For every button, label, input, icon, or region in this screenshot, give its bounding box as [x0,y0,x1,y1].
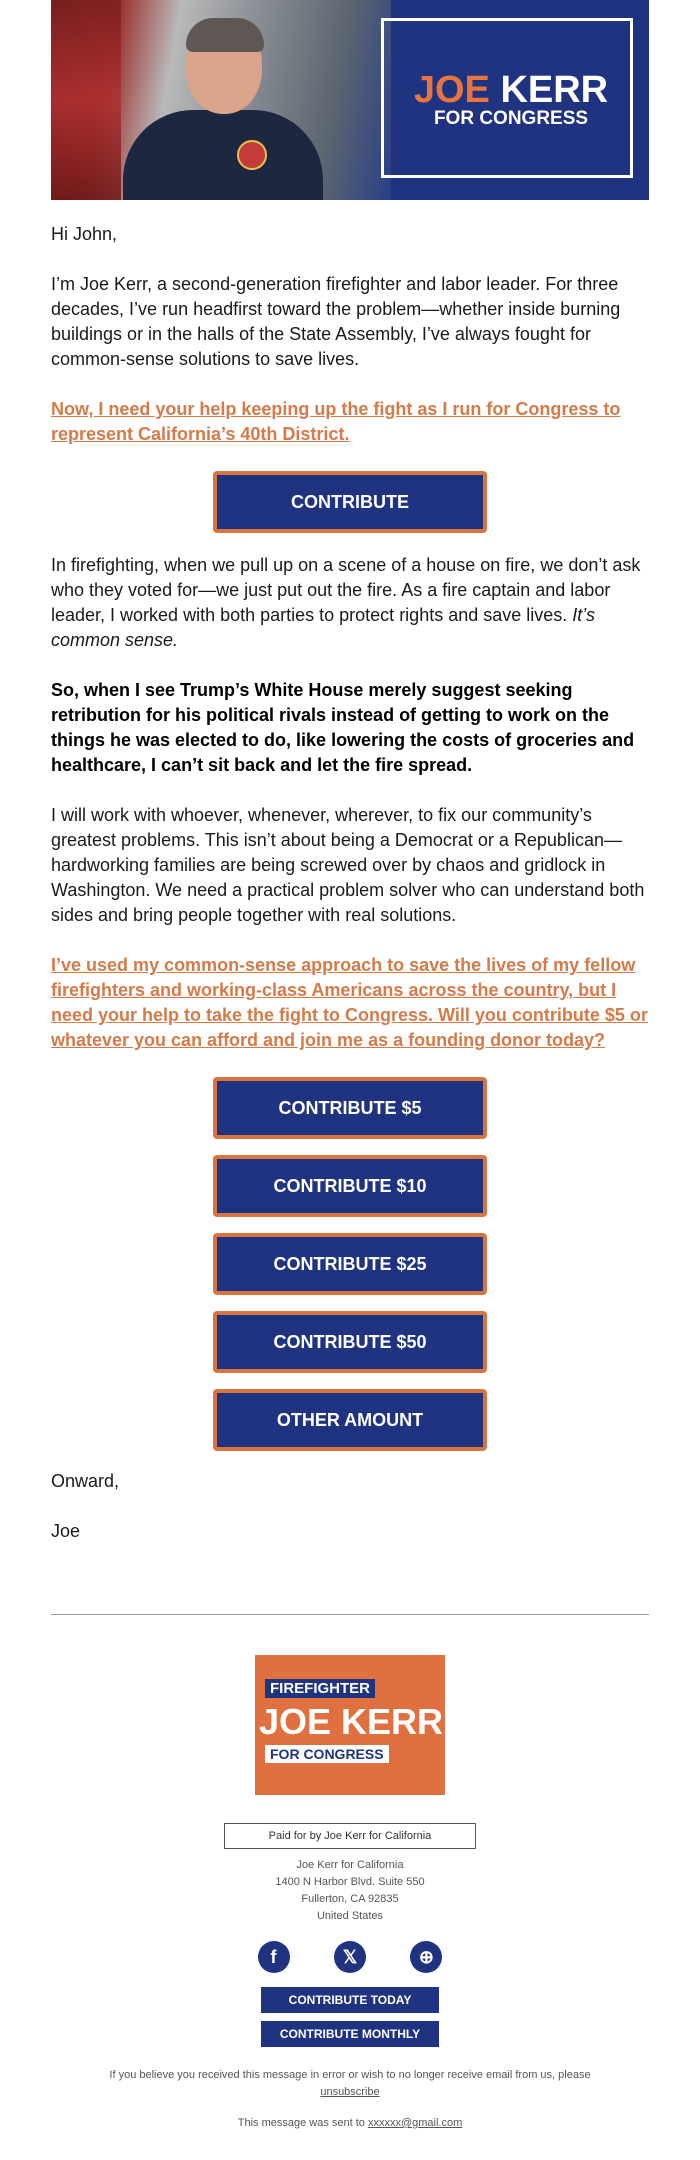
donate-ask-link[interactable]: I’ve used my common-sense approach to save the lives of my fellow firefighters and working-class Americans across the country, but I need your help to take the fight to Congress. Will you contribute $5 or whatever you can afford and join me as a founding donor today? [51,955,648,1050]
contribute-today-button[interactable]: CONTRIBUTE TODAY [261,1987,439,2013]
facebook-icon[interactable]: f [258,1941,290,1973]
footer-divider [51,1614,649,1615]
address-line: Fullerton, CA 92835 [301,1893,399,1905]
amount-buttons [51,1077,649,1451]
candidate-photo [51,0,391,200]
firefighting-text: In firefighting, when we pull up on a scene of a house on fire, we don’t ask who they voted for—we just put out the fire. As a fire captain and labor leader, I worked with both parties to protect rights and save lives. [51,555,641,625]
fire-department-patch [237,140,267,170]
signature: Joe [51,1521,81,1541]
other-amount-button[interactable]: OTHER AMOUNT [213,1389,487,1451]
candidate-jacket [123,110,323,200]
logo-line-1: FIREFIGHTER [265,1679,375,1698]
address-line: 1400 N Harbor Blvd. Suite 550 [275,1876,425,1888]
address-line: United States [316,1910,384,1922]
intro-paragraph: I’m Joe Kerr, a second-generation firefighter and labor leader. For three decades, I’ve run headfirst toward the problem—whether inside burning buildings or in the halls of the State Assembly, I’ve always fought for common-sense solutions to save lives. [51,274,621,369]
recipient-email[interactable]: xxxxxx@gmail.com [367,2117,463,2129]
contribute-50-button[interactable]: CONTRIBUTE $50 [213,1311,487,1373]
help-link[interactable]: Now, I need your help keeping up the fight as I run for Congress to represent California’s 40th District. [51,399,621,444]
paid-for-by-box: Paid for by Joe Kerr for California [224,1823,476,1849]
greeting: Hi John, [51,224,118,244]
fire-truck [51,0,121,200]
legal-text: If you believe you received this message in error or wish to no longer receive email from us, please [109,2069,591,2081]
contribute-5-button[interactable]: CONTRIBUTE $5 [213,1077,487,1139]
sent-prefix: This message was sent to [237,2117,365,2129]
logo-line-3: FOR CONGRESS [265,1745,389,1763]
trump-paragraph: So, when I see Trump’s White House merely suggest seeking retribution for his political rivals instead of getting to work on the things he was elected to do, like lowering the costs of groceries and healthcare, I can’t sit back and let the fire spread. [51,680,635,775]
work-with-paragraph: I will work with whoever, whenever, wherever, to fix our community’s greatest problems. This isn’t about being a Democrat or a Republican—hardworking families are being screwed over by chaos and gridlock in Washington. We need a practical problem solver who can understand both sides and bring people together with real solutions. [51,805,645,925]
x-twitter-icon[interactable]: 𝕏 [334,1941,366,1973]
banner-last-name: KERR [500,69,609,111]
firefighting-paragraph [51,553,649,653]
common-sense-text: It’s common sense. [51,605,595,650]
banner-subtitle: FOR CONGRESS [433,108,589,129]
banner-first-name: JOE [413,69,490,111]
sent-to-notice [51,2117,649,2129]
social-links [51,1941,649,1977]
legal-notice [51,2067,649,2101]
header-banner[interactable] [51,0,649,200]
mailing-address [51,1857,649,1925]
closing: Onward, [51,1471,120,1491]
unsubscribe-link[interactable]: unsubscribe [320,2086,380,2098]
email-body [51,0,649,2129]
website-globe-icon[interactable]: ⊕ [410,1941,442,1973]
contribute-25-button[interactable]: CONTRIBUTE $25 [213,1233,487,1295]
contribute-monthly-button[interactable]: CONTRIBUTE MONTHLY [261,2021,439,2047]
address-line: Joe Kerr for California [296,1859,404,1871]
contribute-10-button[interactable]: CONTRIBUTE $10 [213,1155,487,1217]
candidate-hair [186,18,264,52]
banner-name [391,70,631,110]
contribute-button[interactable]: CONTRIBUTE [213,471,487,533]
logo-line-2: JOE KERR [259,1701,444,1742]
footer-logo[interactable] [255,1655,445,1795]
